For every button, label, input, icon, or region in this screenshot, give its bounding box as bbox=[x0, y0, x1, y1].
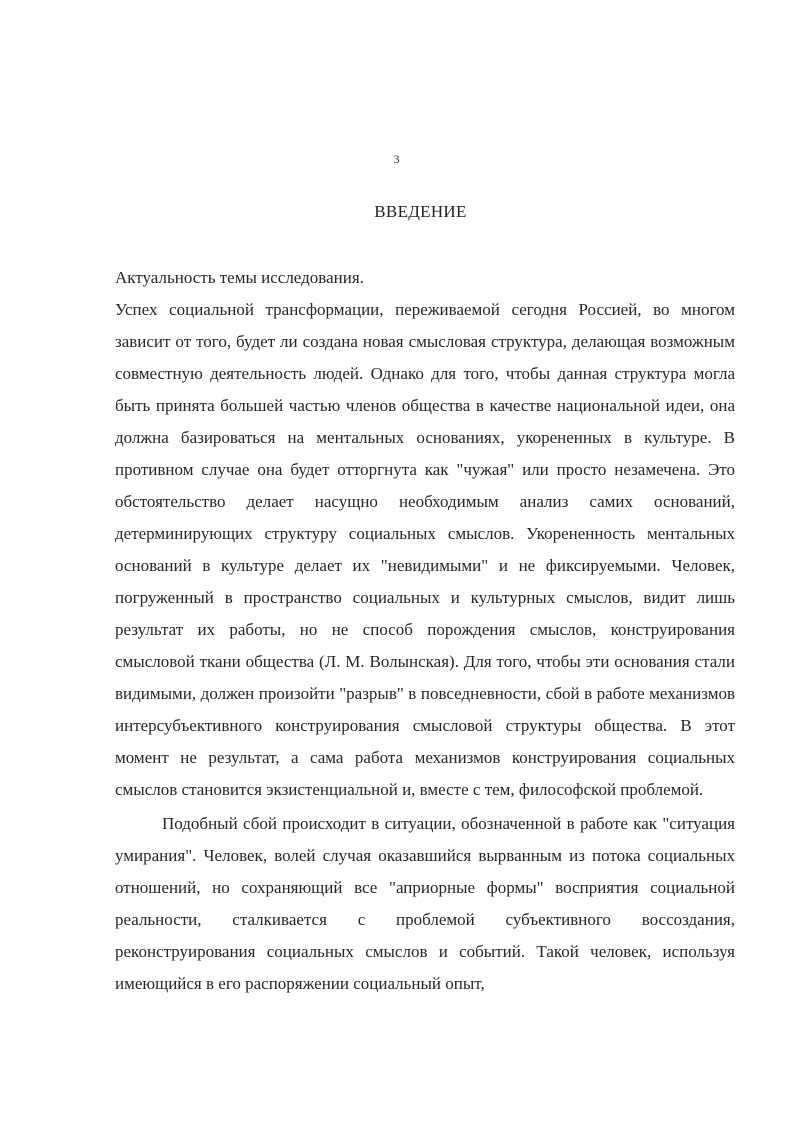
paragraph: Успех социальной трансформации, переживаемой сегодня Россией, во многом зависит от того, будет ли создана новая смысловая структура, делающая возможным совместную деятельность людей. Однако для того, чтобы данная структура могла быть принята большей частью членов общества в качестве национальной идеи, она должна базироваться на ментальных основаниях, укорененных в культуре. В противном случае она будет отторгнута как "чужая" или просто незамечена. Это обстоятельство делает насущно необходимым анализ самих оснований, детерминирующих структуру социальных смыслов. Укорененность ментальных оснований в культуре делает их "невидимыми" и не фиксируемыми. Человек, погруженный в пространство социальных и культурных смыслов, видит лишь результат их работы, но не способ порождения смыслов, конструирования смысловой ткани общества (Л. М. Волынская). Для того, чтобы эти основания стали видимыми, должен произойти "разрыв" в повседневности, сбой в работе механизмов интерсубъективного конструирования смысловой структуры общества. В этот момент не результат, а сама работа механизмов конструирования социальных смыслов становится экзистенциальной и, вместе с тем, философской проблемой. bbox=[115, 300, 735, 799]
section-title: ВВЕДЕНИЕ bbox=[374, 202, 467, 221]
page-number: 3 bbox=[393, 152, 400, 166]
subheading: Актуальность темы исследования. bbox=[115, 268, 364, 287]
body-text bbox=[115, 262, 735, 1000]
paragraph: Подобный сбой происходит в ситуации, обозначенной в работе как "ситуация умирания". Человек, волей случая оказавшийся вырванным из потока социальных отношений, но сохраняющий все "априорные формы" восприятия социальной реальности, сталкивается с проблемой субъективного воссоздания, реконструирования социальных смыслов и событий. Такой человек, используя имеющийся в его распоряжении социальный опыт, bbox=[115, 814, 735, 993]
